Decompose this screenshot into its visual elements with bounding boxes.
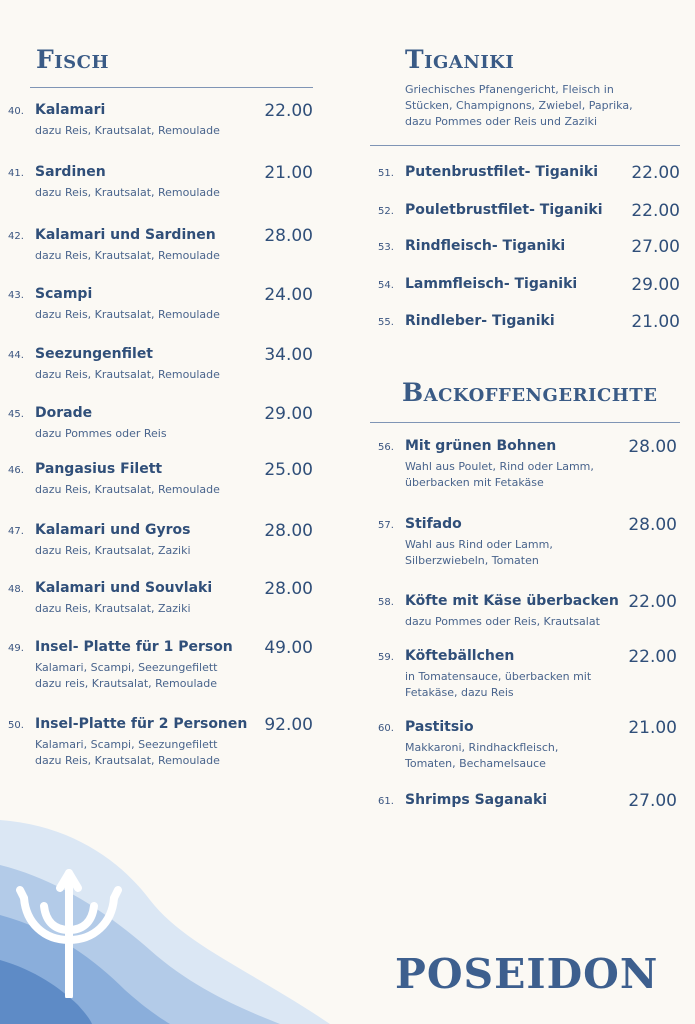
item-number: 57. [378, 520, 394, 531]
item-number: 56. [378, 442, 394, 453]
item-name: Insel-Platte für 2 Personen [35, 716, 248, 732]
item-price: 28.00 [264, 226, 313, 246]
item-name: Pouletbrustfilet- Tiganiki [405, 202, 603, 218]
item-number: 46. [8, 465, 24, 476]
item-name: Köftebällchen [405, 648, 515, 664]
item-price: 21.00 [264, 163, 313, 183]
item-description: Wahl aus Rind oder Lamm, Silberzwiebeln, Tomaten [405, 538, 553, 567]
item-price: 29.00 [631, 275, 680, 295]
item-name: Mit grünen Bohnen [405, 438, 557, 454]
item-price: 27.00 [628, 791, 677, 811]
item-description: dazu Reis, Krautsalat, Remoulade [35, 308, 220, 321]
item-price: 22.00 [631, 163, 680, 183]
item-description: dazu Reis, Krautsalat, Zaziki [35, 602, 191, 615]
item-price: 22.00 [631, 201, 680, 221]
item-name: Kalamari und Souvlaki [35, 580, 213, 596]
item-name: Insel- Platte für 1 Person [35, 639, 233, 655]
item-number: 58. [378, 597, 394, 608]
menu-item [378, 719, 677, 779]
item-number: 60. [378, 723, 394, 734]
menu-item [378, 792, 677, 852]
item-description: dazu Reis, Krautsalat, Remoulade [35, 186, 220, 199]
menu-item [8, 405, 313, 465]
menu-item [8, 522, 313, 582]
item-number: 48. [8, 584, 24, 595]
item-number: 43. [8, 290, 24, 301]
item-name: Dorade [35, 405, 93, 421]
item-number: 50. [8, 720, 24, 731]
item-description: Kalamari, Scampi, Seezungefilett dazu Reis, Krautsalat, Remoulade [35, 738, 220, 767]
item-number: 41. [8, 168, 24, 179]
item-description: dazu Pommes oder Reis [35, 427, 167, 440]
item-name: Kalamari und Gyros [35, 522, 191, 538]
item-number: 44. [8, 350, 24, 361]
item-price: 28.00 [628, 515, 677, 535]
menu-item [378, 516, 677, 576]
item-price: 21.00 [628, 718, 677, 738]
menu-item [8, 286, 313, 346]
item-description: dazu Reis, Krautsalat, Remoulade [35, 124, 220, 137]
item-name: Pangasius Filett [35, 461, 163, 477]
section-title-fisch: Fisch [36, 45, 110, 74]
item-number: 54. [378, 280, 394, 291]
item-price: 25.00 [264, 460, 313, 480]
menu-item [378, 593, 677, 653]
item-name: Putenbrustfilet- Tiganiki [405, 164, 599, 180]
item-number: 47. [8, 526, 24, 537]
trident-icon [14, 868, 124, 998]
item-description: dazu Reis, Krautsalat, Remoulade [35, 368, 220, 381]
menu-item [8, 461, 313, 521]
menu-item [8, 346, 313, 406]
menu-item [8, 580, 313, 640]
menu-item [8, 227, 313, 287]
menu-item [378, 438, 677, 498]
section-title-backofen: Backoffengerichte [402, 378, 658, 407]
item-price: 28.00 [628, 437, 677, 457]
item-price: 49.00 [264, 638, 313, 658]
item-price: 29.00 [264, 404, 313, 424]
item-price: 24.00 [264, 285, 313, 305]
item-description: Makkaroni, Rindhackfleisch, Tomaten, Bechamelsauce [405, 741, 559, 770]
item-description: dazu Pommes oder Reis, Krautsalat [405, 615, 600, 628]
item-price: 22.00 [264, 101, 313, 121]
item-price: 27.00 [631, 237, 680, 257]
item-number: 59. [378, 652, 394, 663]
item-name: Rindfleisch- Tiganiki [405, 238, 566, 254]
item-number: 40. [8, 106, 24, 117]
item-name: Sardinen [35, 164, 106, 180]
item-name: Kalamari [35, 102, 106, 118]
section-title-tiganiki: Tiganiki [405, 45, 515, 74]
item-number: 49. [8, 643, 24, 654]
item-price: 22.00 [628, 592, 677, 612]
item-price: 22.00 [628, 647, 677, 667]
item-description: dazu Reis, Krautsalat, Zaziki [35, 544, 191, 557]
item-number: 55. [378, 317, 394, 328]
item-description: dazu Reis, Krautsalat, Remoulade [35, 249, 220, 262]
item-description: dazu Reis, Krautsalat, Remoulade [35, 483, 220, 496]
item-name: Lammfleisch- Tiganiki [405, 276, 578, 292]
item-description: Kalamari, Scampi, Seezungefilett dazu reis, Krautsalat, Remoulade [35, 661, 218, 690]
item-price: 34.00 [264, 345, 313, 365]
item-number: 42. [8, 231, 24, 242]
section-divider [370, 422, 680, 423]
menu-item [378, 313, 680, 373]
item-name: Seezungenfilet [35, 346, 154, 362]
menu-item [8, 639, 313, 699]
menu-item [8, 102, 313, 162]
item-name: Pastitsio [405, 719, 474, 735]
menu-item [8, 716, 313, 776]
section-divider [30, 87, 313, 88]
item-price: 21.00 [631, 312, 680, 332]
section-intro: Griechisches Pfanengericht, Fleisch in Stücken, Champignons, Zwiebel, Paprika, dazu Pommes oder Reis und Zaziki [405, 83, 633, 128]
restaurant-name: POSEIDON [395, 950, 659, 998]
item-number: 53. [378, 242, 394, 253]
item-name: Rindleber- Tiganiki [405, 313, 555, 329]
item-price: 28.00 [264, 521, 313, 541]
item-name: Kalamari und Sardinen [35, 227, 216, 243]
item-name: Shrimps Saganaki [405, 792, 548, 808]
item-price: 28.00 [264, 579, 313, 599]
section-divider [370, 145, 680, 146]
item-description: in Tomatensauce, überbacken mit Fetakäse, dazu Reis [405, 670, 592, 699]
item-price: 92.00 [264, 715, 313, 735]
item-number: 45. [8, 409, 24, 420]
item-name: Stifado [405, 516, 462, 532]
item-name: Köfte mit Käse überbacken [405, 593, 619, 609]
menu-item [8, 164, 313, 224]
menu-item [378, 648, 677, 708]
item-description: Wahl aus Poulet, Rind oder Lamm, überbacken mit Fetakäse [405, 460, 594, 489]
item-name: Scampi [35, 286, 93, 302]
item-number: 52. [378, 206, 394, 217]
item-number: 51. [378, 168, 394, 179]
item-number: 61. [378, 796, 394, 807]
